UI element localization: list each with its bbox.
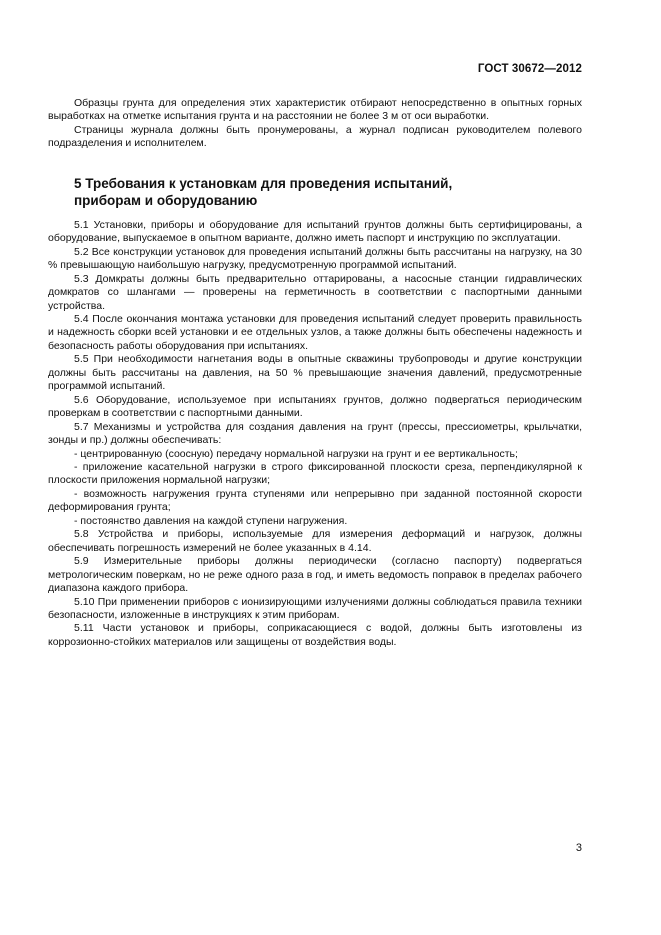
clause-5-10: 5.10 При применении приборов с ионизирующими излучениями должны соблюдаться правила техники безопасности, изложенные в инструкциях к этим приборам. bbox=[48, 595, 582, 621]
clause-5-5: 5.5 При необходимости нагнетания воды в опытные скважины трубопроводы и другие конструкции должны быть рассчитаны на давления, на 50 % превышающие значения давлений, предусмотренные программой испытаний. bbox=[48, 353, 582, 393]
clause-5-3: 5.3 Домкраты должны быть предварительно оттарированы, а насосные станции гидравлических домкратов со шлангами — проверены на герметичность в соответствии с паспортными данными устройства. bbox=[48, 272, 582, 312]
section-title-line: 5 Требования к установкам для проведения испытаний, bbox=[74, 175, 453, 191]
clause-5-2: 5.2 Все конструкции установок для проведения испытаний должны быть рассчитаны на нагрузку, на 30 % превышающую наибольшую нагрузку, предусмотренную программой испытаний. bbox=[48, 245, 582, 272]
page-number: 3 bbox=[575, 842, 582, 854]
clause-5-7: 5.7 Механизмы и устройства для создания давления на грунт (прессы, прессиометры, крыльчатки, зонды и пр.) должны обеспечивать: bbox=[48, 420, 582, 447]
clause-5-8: 5.8 Устройства и приборы, используемые для измерения деформаций и нагрузок, должны обеспечивать погрешность измерений не более указанных в 4.14. bbox=[48, 528, 582, 554]
list-item: - постоянство давления на каждой ступени нагружения. bbox=[74, 514, 348, 527]
clause-5-1: 5.1 Установки, приборы и оборудование для испытаний грунтов должны быть сертифицированы, а оборудование, выпускаемое в опытном варианте, должно иметь паспорт и инструкцию по эксплуатации. bbox=[48, 218, 582, 245]
list-item: - приложение касательной нагрузки в строго фиксированной плоскости среза, перпендикулярной к плоскости приложения нормальной нагрузки; bbox=[48, 460, 582, 487]
list-item: - возможность нагружения грунта ступенями или непрерывно при заданной постоянной скорости деформирования грунта; bbox=[48, 487, 582, 514]
intro-paragraph: Страницы журнала должны быть пронумерованы, а журнал подписан руководителем полевого подразделения и исполнителем. bbox=[48, 123, 582, 150]
clause-5-9: 5.9 Измерительные приборы должны периодически (согласно паспорту) подвергаться метрологическим поверкам, но не реже одного раза в год, и иметь ведомость поправок в пределах рабочего диапазона каждого прибора. bbox=[48, 555, 582, 595]
intro-paragraph: Образцы грунта для определения этих характеристик отбирают непосредственно в опытных горных выработках на отметке испытания грунта и на расстоянии не более 3 м от оси выработки. bbox=[48, 97, 582, 123]
page-content bbox=[48, 97, 582, 649]
section-title-line: приборам и оборудованию bbox=[74, 192, 258, 208]
clause-5-6: 5.6 Оборудование, используемое при испытаниях грунтов, должно подвергаться периодическим проверкам в соответствии с паспортными данными. bbox=[48, 393, 582, 420]
clause-5-4: 5.4 После окончания монтажа установки для проведения испытаний следует проверить правильность и надежность сборки всей установки и ее отдельных узлов, а также должны быть обеспечены надежность и безопасность работы оборудования при испытаниях. bbox=[48, 312, 582, 352]
clause-5-11: 5.11 Части установок и приборы, соприкасающиеся с водой, должны быть изготовлены из коррозионно-стойких материалов или защищены от воздействия воды. bbox=[48, 622, 582, 648]
section-title bbox=[74, 175, 582, 209]
list-item: - центрированную (соосную) передачу нормальной нагрузки на грунт и ее вертикальность; bbox=[74, 447, 518, 460]
document-code-header: ГОСТ 30672—2012 bbox=[477, 63, 582, 75]
